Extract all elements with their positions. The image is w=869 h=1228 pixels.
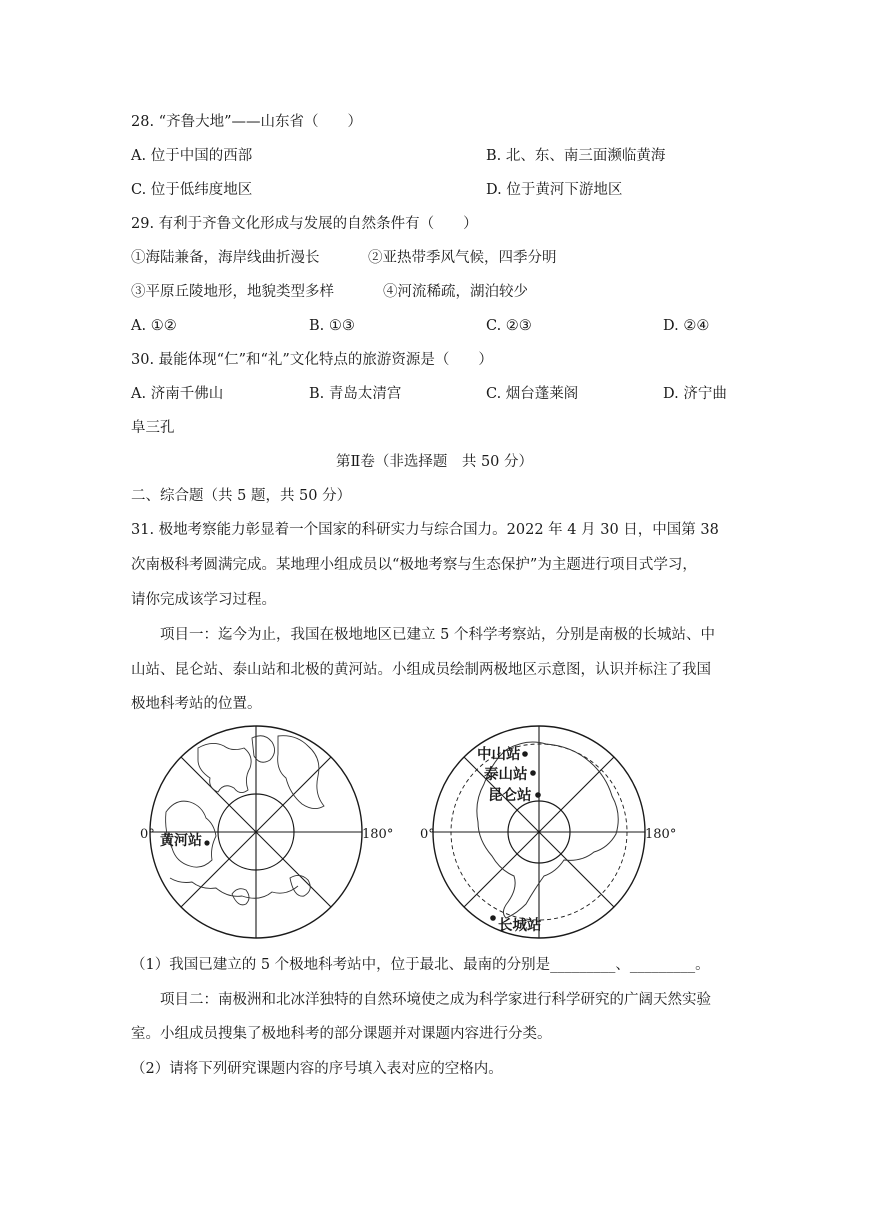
q29-condition-1: ①海陆兼备，海岸线曲折漫长 bbox=[131, 250, 320, 266]
north-map-0-label: 0° bbox=[140, 827, 155, 842]
q31-line-2: 次南极科考圆满完成。某地理小组成员以“极地考察与生态保护”为主题进行项目式学习， bbox=[131, 557, 697, 573]
taishan-station-label: 泰山站 bbox=[484, 766, 528, 783]
q31-project1-line-1: 项目一：迄今为止，我国在极地地区已建立 5 个科学考察站，分别是南极的长城站、中 bbox=[160, 627, 715, 643]
taishan-station-dot bbox=[530, 770, 536, 776]
q28-stem: 28. “齐鲁大地”——山东省（ ） bbox=[131, 114, 362, 130]
north-polar-map bbox=[140, 718, 394, 948]
north-map-meridians bbox=[150, 726, 362, 938]
q30-option-b: B. 青岛太清宫 bbox=[309, 386, 402, 402]
q30-option-d: D. 济宁曲 bbox=[663, 386, 727, 402]
q28-option-a: A. 位于中国的西部 bbox=[131, 148, 253, 164]
south-map-0-label: 0° bbox=[420, 827, 435, 842]
q29-option-c: C. ②③ bbox=[486, 318, 532, 334]
south-map-meridians bbox=[433, 726, 645, 938]
north-station-label: 黄河站 bbox=[160, 833, 202, 849]
q31-line-1: 31. 极地考察能力彰显着一个国家的科研实力与综合国力。2022 年 4 月 30 日，中国第 38 bbox=[131, 522, 719, 538]
kunlun-station-dot bbox=[535, 792, 541, 798]
q28-option-b: B. 北、东、南三面濒临黄海 bbox=[486, 148, 666, 164]
q28-option-d: D. 位于黄河下游地区 bbox=[486, 182, 623, 198]
south-polar-map bbox=[420, 718, 690, 948]
kunlun-station-label: 昆仑站 bbox=[488, 787, 532, 804]
q31-line-3: 请你完成该学习过程。 bbox=[131, 592, 276, 608]
changcheng-station-dot bbox=[490, 915, 496, 921]
q31-project1-line-2: 山站、昆仑站、泰山站和北极的黄河站。小组成员绘制两极地区示意图，认识并标注了我国 bbox=[131, 662, 711, 678]
q31-project1-line-3: 极地科考站的位置。 bbox=[131, 696, 262, 712]
q29-condition-2: ②亚热带季风气候，四季分明 bbox=[368, 250, 557, 266]
q30-option-c: C. 烟台蓬莱阁 bbox=[486, 386, 579, 402]
q30-stem: 30. 最能体现“仁”和“礼”文化特点的旅游资源是（ ） bbox=[131, 352, 493, 368]
huanghe-station-dot bbox=[204, 840, 209, 845]
q31-sub-question-2: （2）请将下列研究课题内容的序号填入表对应的空格内。 bbox=[131, 1061, 503, 1077]
north-map-180-label: 180° bbox=[362, 827, 394, 842]
q31-sub-question-1: （1）我国已建立的 5 个极地科考站中，位于最北、最南的分别是_________、_________。 bbox=[131, 957, 710, 973]
zhongshan-station-dot bbox=[522, 751, 528, 757]
q28-option-c: C. 位于低纬度地区 bbox=[131, 182, 253, 198]
q29-option-d: D. ②④ bbox=[663, 318, 710, 334]
q29-condition-3: ③平原丘陵地形，地貌类型多样 bbox=[131, 284, 334, 300]
q29-condition-4: ④河流稀疏，湖泊较少 bbox=[383, 284, 528, 300]
q31-project2-line-2: 室。小组成员搜集了极地科考的部分课题并对课题内容进行分类。 bbox=[131, 1026, 552, 1042]
q29-option-a: A. ①② bbox=[131, 318, 177, 334]
part2-section-title: 二、综合题（共 5 题，共 50 分） bbox=[131, 488, 352, 504]
q31-project2-line-1: 项目二：南极洲和北冰洋独特的自然环境使之成为科学家进行科学研究的广阔天然实验 bbox=[160, 992, 711, 1008]
q29-option-b: B. ①③ bbox=[309, 318, 355, 334]
q30-option-d-wrap: 阜三孔 bbox=[131, 420, 175, 436]
south-map-180-label: 180° bbox=[645, 827, 677, 842]
q29-stem: 29. 有利于齐鲁文化形成与发展的自然条件有（ ） bbox=[131, 216, 478, 232]
q30-option-a: A. 济南千佛山 bbox=[131, 386, 224, 402]
changcheng-station-label: 长城站 bbox=[498, 917, 542, 934]
part2-heading: 第Ⅱ卷（非选择题 共 50 分） bbox=[335, 454, 534, 470]
zhongshan-station-label: 中山站 bbox=[477, 746, 521, 763]
